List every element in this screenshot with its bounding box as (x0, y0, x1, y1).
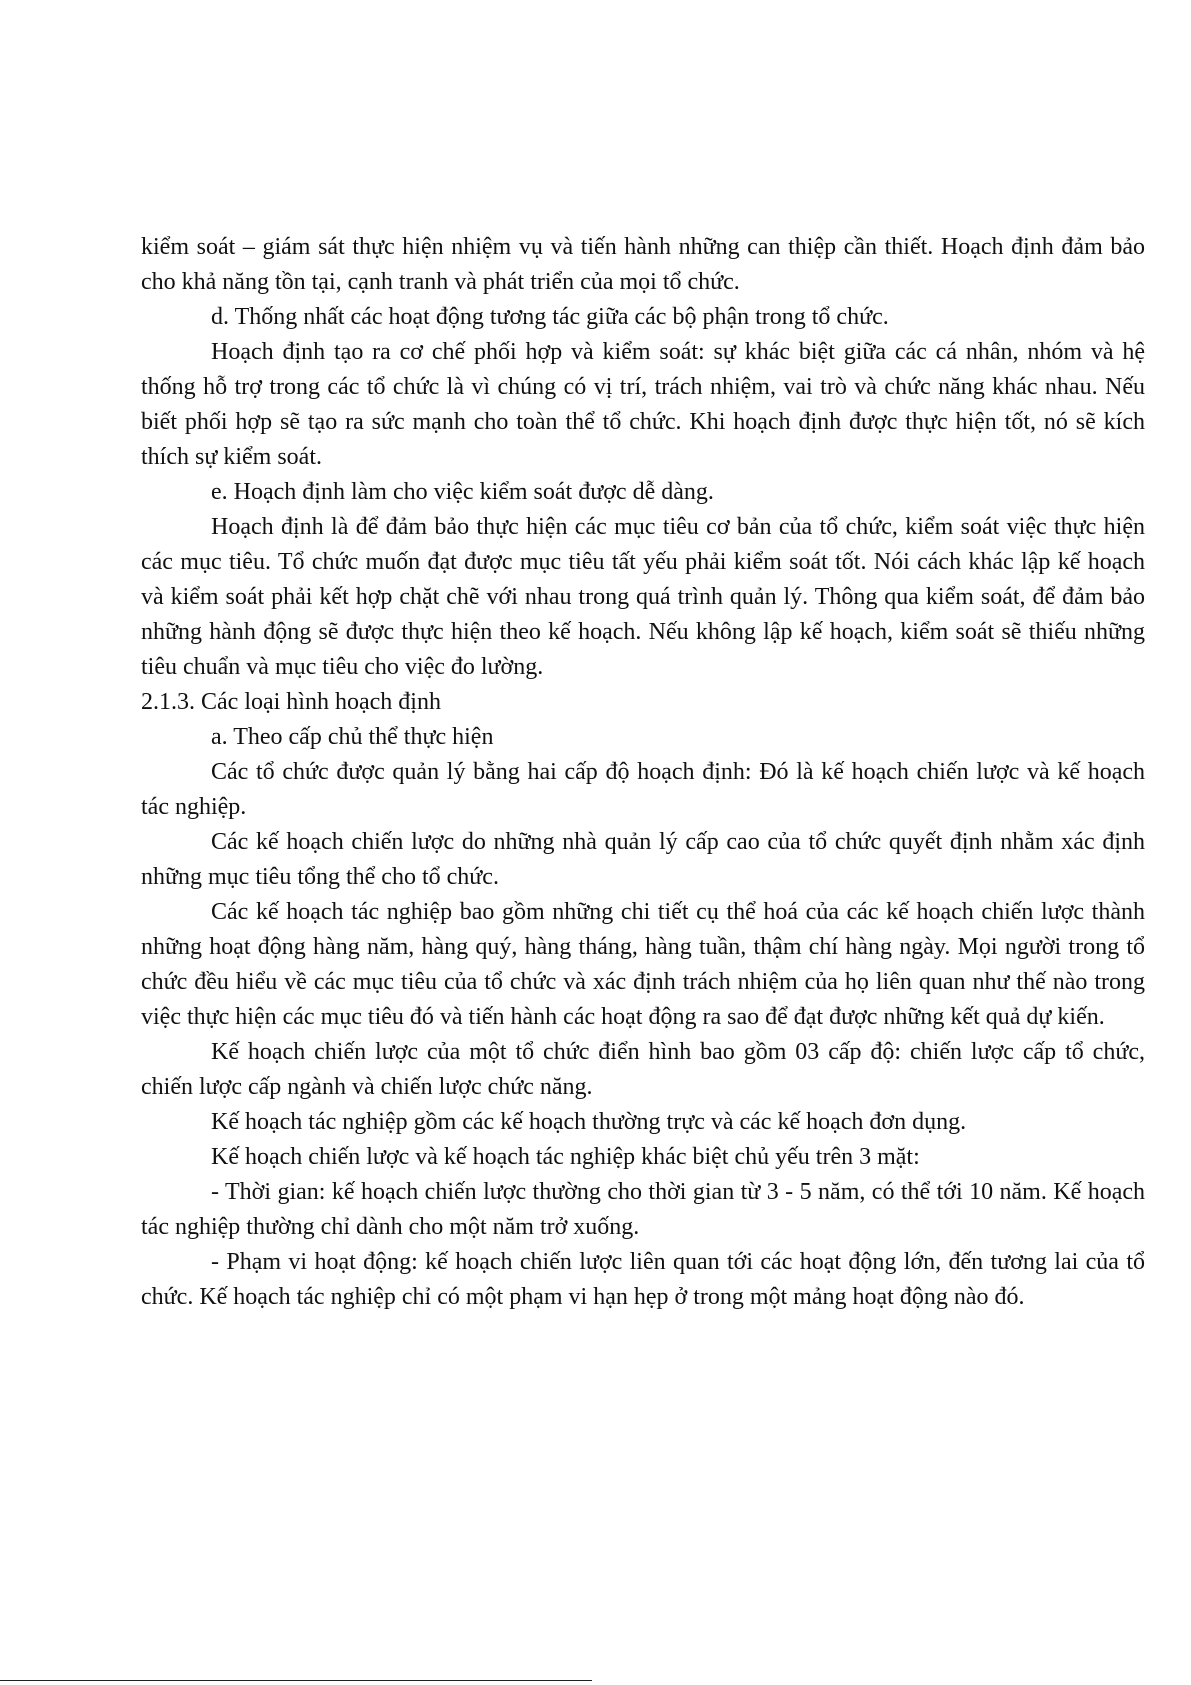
subheading-e-easier-control: e. Hoạch định làm cho việc kiểm soát được dễ dàng. (211, 479, 714, 505)
paragraph-planning-control-continued: kiểm soát – giám sát thực hiện nhiệm vụ và tiến hành những can thiệp cần thiết. Hoạch định đảm bảo cho khả năng tồn tại, cạnh tranh và phát triển của mọi tổ chức. (141, 234, 1145, 295)
subheading-a-by-level: a. Theo cấp chủ thể thực hiện (211, 724, 494, 750)
paragraph-operational-types: Kế hoạch tác nghiệp gồm các kế hoạch thường trực và các kế hoạch đơn dụng. (211, 1109, 967, 1135)
paragraph-coordination-mechanism: Hoạch định tạo ra cơ chế phối hợp và kiểm soát: sự khác biệt giữa các cá nhân, nhóm và hệ thống hỗ trợ trong các tổ chức là vì chúng có vị trí, trách nhiệm, vai trò và chức năng khác nhau. Nếu biết phối hợp sẽ tạo ra sức mạnh cho toàn thể tổ chức. Khi hoạch định được thực hiện tốt, nó sẽ kích thích sự kiểm soát. (141, 339, 1145, 470)
subheading-d-unify-activities: d. Thống nhất các hoạt động tương tác giữa các bộ phận trong tổ chức. (211, 304, 889, 330)
list-item-time: - Thời gian: kế hoạch chiến lược thường cho thời gian từ 3 - 5 năm, có thể tới 10 năm. Kế hoạch tác nghiệp thường chỉ dành cho một năm trở xuống. (141, 1179, 1145, 1240)
document-body (141, 230, 1145, 1315)
footnote-divider (0, 1680, 592, 1681)
section-heading-2-1-3: 2.1.3. Các loại hình hoạch định (141, 689, 441, 715)
paragraph-differences-intro: Kế hoạch chiến lược và kế hoạch tác nghiệp khác biệt chủ yếu trên 3 mặt: (211, 1144, 920, 1170)
list-item-scope: - Phạm vi hoạt động: kế hoạch chiến lược liên quan tới các hoạt động lớn, đến tương lai của tổ chức. Kế hoạch tác nghiệp chỉ có một phạm vi hạn hẹp ở trong một mảng hoạt động nào đó. (141, 1249, 1145, 1310)
paragraph-planning-ensures-goals: Hoạch định là để đảm bảo thực hiện các mục tiêu cơ bản của tổ chức, kiểm soát việc thực hiện các mục tiêu. Tổ chức muốn đạt được mục tiêu tất yếu phải kiểm soát tốt. Nói cách khác lập kế hoạch và kiểm soát phải kết hợp chặt chẽ với nhau trong quá trình quản lý. Thông qua kiểm soát, để đảm bảo những hành động sẽ được thực hiện theo kế hoạch. Nếu không lập kế hoạch, kiểm soát sẽ thiếu những tiêu chuẩn và mục tiêu cho việc đo lường. (141, 514, 1145, 680)
paragraph-operational-plans: Các kế hoạch tác nghiệp bao gồm những chi tiết cụ thể hoá của các kế hoạch chiến lược thành những hoạt động hàng năm, hàng quý, hàng tháng, hàng tuần, thậm chí hàng ngày. Mọi người trong tổ chức đều hiểu về các mục tiêu của tổ chức và xác định trách nhiệm của họ liên quan như thế nào trong việc thực hiện các mục tiêu đó và tiến hành các hoạt động ra sao để đạt được những kết quả dự kiến. (141, 899, 1145, 1030)
paragraph-strategic-plans: Các kế hoạch chiến lược do những nhà quản lý cấp cao của tổ chức quyết định nhằm xác định những mục tiêu tổng thể cho tổ chức. (141, 829, 1145, 890)
paragraph-two-planning-levels: Các tổ chức được quản lý bằng hai cấp độ hoạch định: Đó là kế hoạch chiến lược và kế hoạch tác nghiệp. (141, 759, 1145, 820)
paragraph-strategic-three-levels: Kế hoạch chiến lược của một tổ chức điển hình bao gồm 03 cấp độ: chiến lược cấp tổ chức, chiến lược cấp ngành và chiến lược chức năng. (141, 1039, 1145, 1100)
